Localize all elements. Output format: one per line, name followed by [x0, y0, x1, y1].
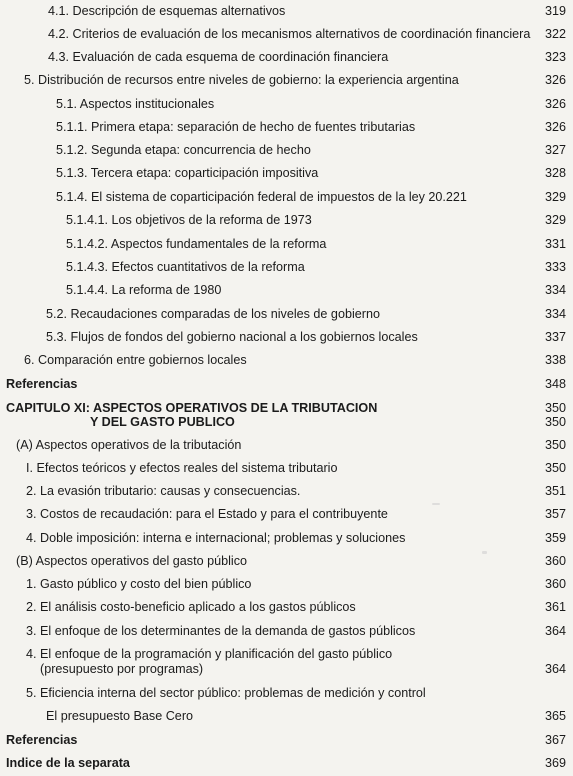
toc-entry-page: 327	[544, 143, 566, 157]
toc-entry-page: 334	[544, 307, 566, 321]
toc-entry-title: 4.3. Evaluación de cada esquema de coordinación financiera	[48, 50, 389, 64]
toc-entry-title: 6. Comparación entre gobiernos locales	[24, 353, 247, 367]
toc-entry-title: 4.1. Descripción de esquemas alternativos	[48, 4, 286, 18]
toc-entry-page: 319	[544, 4, 566, 18]
toc-entry-title: 5.1.2. Segunda etapa: concurrencia de hecho	[56, 143, 311, 157]
toc-entry-title: Referencias	[6, 733, 78, 747]
toc-entry-title: 3. Costos de recaudación: para el Estado y para el contribuyente	[26, 507, 388, 521]
toc-entry-title: (B) Aspectos operativos del gasto público	[16, 554, 248, 568]
toc-entry-page: 350	[544, 415, 566, 429]
toc-entry-title: 2. El análisis costo-beneficio aplicado a los gastos públicos	[26, 600, 356, 614]
toc-entry-page: 329	[544, 190, 566, 204]
toc-entry-title: 1. Gasto público y costo del bien público	[26, 577, 252, 591]
toc-entry-title: I. Efectos teóricos y efectos reales del sistema tributario	[26, 461, 338, 475]
toc-entry-title: 5. Eficiencia interna del sector público: problemas de medición y control	[26, 686, 426, 700]
toc-entry-page: 350	[544, 461, 566, 475]
toc-entry-title: Referencias	[6, 377, 78, 391]
toc-entry-page: 369	[544, 756, 566, 770]
toc-entry-title: 4. El enfoque de la programación y planificación del gasto público	[26, 647, 393, 661]
toc-entry-title: (A) Aspectos operativos de la tributación	[16, 438, 242, 452]
toc-entry-page: 334	[544, 283, 566, 297]
toc-entry-page: 326	[544, 120, 566, 134]
toc-entry-page: 337	[544, 330, 566, 344]
toc-entry-title: 4. Doble imposición: interna e internacional; problemas y soluciones	[26, 531, 406, 545]
toc-entry-title: (presupuesto por programas)	[40, 662, 204, 676]
toc-entry-title: 5.2. Recaudaciones comparadas de los niveles de gobierno	[46, 307, 380, 321]
toc-entry-title: 5.1.4. El sistema de coparticipación federal de impuestos de la ley 20.221	[56, 190, 467, 204]
toc-entry-title: 5.1.4.3. Efectos cuantitativos de la reforma	[66, 260, 305, 274]
toc-entry-page: 357	[544, 507, 566, 521]
toc-entry-page: 351	[544, 484, 566, 498]
toc-entry-page: 360	[544, 554, 566, 568]
toc-entry-title: 5.1.4.1. Los objetivos de la reforma de 1973	[66, 213, 312, 227]
toc-entry-title: 5.3. Flujos de fondos del gobierno nacional a los gobiernos locales	[46, 330, 418, 344]
toc-entry-title: 5.1.3. Tercera etapa: coparticipación impositiva	[56, 166, 319, 180]
toc-entry-page: 361	[544, 600, 566, 614]
toc-entry-page: 333	[544, 260, 566, 274]
toc-entry-page: 365	[544, 709, 566, 723]
scan-smudge	[482, 551, 487, 554]
toc-entry-page: 329	[544, 213, 566, 227]
toc-entry-page: 331	[544, 237, 566, 251]
toc-entry-page: 326	[544, 73, 566, 87]
toc-entry-page: 364	[544, 624, 566, 638]
toc-entry-title: 5. Distribución de recursos entre niveles de gobierno: la experiencia argentina	[24, 73, 459, 87]
toc-entry-page: 364	[544, 662, 566, 676]
toc-entry-title: 4.2. Criterios de evaluación de los mecanismos alternativos de coordinación financiera	[48, 27, 531, 41]
toc-entry-page: 338	[544, 353, 566, 367]
toc-entry-title: 5.1.4.4. La reforma de 1980	[66, 283, 222, 297]
toc-entry-title: El presupuesto Base Cero	[46, 709, 194, 723]
toc-entry-title: Indice de la separata	[6, 756, 130, 770]
toc-entry-title: 5.1.4.2. Aspectos fundamentales de la reforma	[66, 237, 327, 251]
toc-entry-title: 5.1.1. Primera etapa: separación de hecho de fuentes tributarias	[56, 120, 416, 134]
toc-entry-title: Y DEL GASTO PUBLICO	[90, 415, 235, 429]
toc-entry-page: 367	[544, 733, 566, 747]
toc-entry-page: 328	[544, 166, 566, 180]
toc-entry-page: 323	[544, 50, 566, 64]
toc-entry-page: 359	[544, 531, 566, 545]
toc-entry-page: 360	[544, 577, 566, 591]
toc-entry-page: 326	[544, 97, 566, 111]
toc-entry-title: CAPITULO XI: ASPECTOS OPERATIVOS DE LA TRIBUTACION	[6, 401, 378, 415]
toc-entry-page: 348	[544, 377, 566, 391]
toc-entry-page: 350	[544, 438, 566, 452]
toc-entry-page: 350	[544, 401, 566, 415]
toc-entry-page: 322	[544, 27, 566, 41]
toc-entry-title: 2. La evasión tributario: causas y consecuencias.	[26, 484, 301, 498]
scan-smudge	[432, 503, 440, 505]
toc-entry-title: 5.1. Aspectos institucionales	[56, 97, 215, 111]
toc-entry-title: 3. El enfoque de los determinantes de la demanda de gastos públicos	[26, 624, 416, 638]
